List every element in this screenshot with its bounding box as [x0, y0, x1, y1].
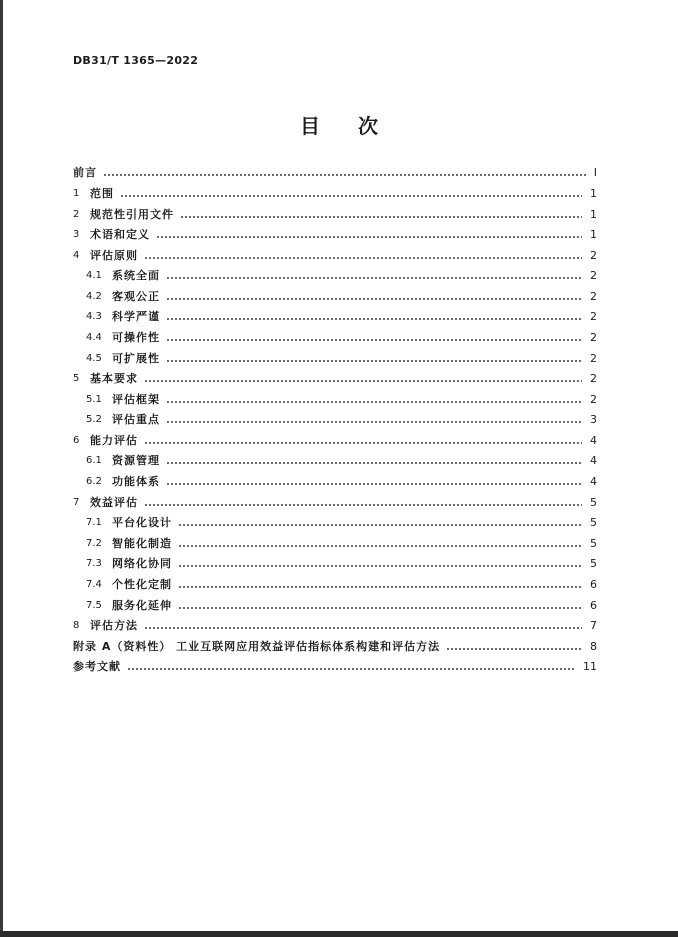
toc-entry-page: 6: [590, 599, 597, 612]
toc-entry-page: 1: [590, 208, 597, 221]
toc-entry-label: 功能体系: [112, 475, 160, 488]
toc-entry-label: 服务化延伸: [112, 599, 172, 612]
toc-entry-number: 7: [73, 497, 80, 508]
toc-entry-label: 评估重点: [112, 413, 160, 426]
toc-entry-number: 4.4: [86, 332, 102, 343]
toc-leader-dots: [166, 360, 582, 362]
toc-entry-label: 客观公正: [112, 290, 160, 303]
toc-entry-number: 4: [73, 250, 80, 261]
toc-entry-page: 7: [590, 619, 597, 632]
toc-entry-page: 1: [590, 228, 597, 241]
toc-entry-page: 11: [583, 660, 597, 673]
page-title-char-2: 次: [358, 114, 378, 138]
toc-entry-number: 5.2: [86, 414, 102, 425]
toc-entry-page: 6: [590, 578, 597, 591]
toc-entry-label: 附录 A（资料性） 工业互联网应用效益评估指标体系构建和评估方法: [73, 640, 441, 653]
toc-entry-number: 7.4: [86, 579, 102, 590]
toc-entry-appendix-a[interactable]: [73, 637, 597, 657]
toc-entry[interactable]: [73, 431, 597, 451]
toc-leader-dots: [166, 339, 582, 341]
toc-entry-number: 4.5: [86, 353, 102, 364]
toc-subentry[interactable]: [86, 596, 597, 616]
toc-subentry[interactable]: [86, 472, 597, 492]
toc-subentry[interactable]: [86, 534, 597, 554]
toc-leader-dots: [166, 483, 582, 485]
toc-leader-dots: [156, 236, 582, 238]
toc-entry-page: 4: [590, 434, 597, 447]
toc-entry-label: 评估方法: [90, 619, 138, 632]
page-title: [0, 110, 678, 139]
toc-entry-number: 5.1: [86, 394, 102, 405]
toc-entry-number: 2: [73, 209, 80, 220]
toc-entry-page: 2: [590, 393, 597, 406]
toc-entry-page: Ⅰ: [593, 166, 597, 179]
toc-entry-label: 评估框架: [112, 393, 160, 406]
toc-entry-label: 系统全面: [112, 269, 160, 282]
toc-subentry[interactable]: [86, 307, 597, 327]
toc-entry-number: 5: [73, 373, 80, 384]
toc-entry-page: 2: [590, 290, 597, 303]
toc-leader-dots: [178, 607, 582, 609]
document-code: DB31/T 1365—2022: [73, 54, 199, 67]
toc-entry-page: 3: [590, 413, 597, 426]
toc-entry-label: 评估原则: [90, 249, 138, 262]
toc-entry-number: 7.3: [86, 558, 102, 569]
toc-entry-number: 3: [73, 229, 80, 240]
toc-entry-number: 4.2: [86, 291, 102, 302]
toc-subentry[interactable]: [86, 287, 597, 307]
toc-entry-page: 8: [590, 640, 597, 653]
toc-entry-label: 平台化设计: [112, 516, 172, 529]
toc-entry-page: 2: [590, 372, 597, 385]
toc-entry-label: 可扩展性: [112, 352, 160, 365]
toc-entry-page: 2: [590, 310, 597, 323]
toc-entry-number: 7.5: [86, 600, 102, 611]
toc-leader-dots: [180, 216, 582, 218]
toc-entry-label: 基本要求: [90, 372, 138, 385]
toc-entry-label: 科学严谨: [112, 310, 160, 323]
toc-entry[interactable]: [73, 184, 597, 204]
toc-leader-dots: [144, 627, 582, 629]
toc-leader-dots: [178, 524, 582, 526]
toc-leader-dots: [127, 668, 575, 670]
toc-subentry[interactable]: [86, 266, 597, 286]
toc-entry-number: 6.1: [86, 455, 102, 466]
toc-entry-page: 2: [590, 249, 597, 262]
toc-entry-page: 5: [590, 537, 597, 550]
toc-entry-page: 4: [590, 475, 597, 488]
toc-leader-dots: [166, 298, 582, 300]
toc-entry-page: 2: [590, 352, 597, 365]
toc-entry-label: 规范性引用文件: [90, 208, 174, 221]
toc-entry-label: 前言: [73, 166, 97, 179]
toc-entry-label: 智能化制造: [112, 537, 172, 550]
toc-entry-label: 参考文献: [73, 660, 121, 673]
scan-edge-left: [0, 0, 3, 937]
toc-subentry[interactable]: [86, 328, 597, 348]
toc-entry-page: 5: [590, 516, 597, 529]
toc-leader-dots: [166, 401, 582, 403]
toc-entry-page: 5: [590, 557, 597, 570]
toc-entry[interactable]: [73, 369, 597, 389]
toc-entry-page: 1: [590, 187, 597, 200]
toc-entry-label: 资源管理: [112, 454, 160, 467]
toc-entry-page: 2: [590, 269, 597, 282]
toc-entry-number: 6: [73, 435, 80, 446]
toc-entry[interactable]: [73, 205, 597, 225]
toc-leader-dots: [120, 195, 582, 197]
toc-leader-dots: [166, 277, 582, 279]
toc-leader-dots: [178, 586, 582, 588]
toc-entry-label: 术语和定义: [90, 228, 150, 241]
toc-leader-dots: [103, 174, 586, 176]
toc-entry-number: 7.2: [86, 538, 102, 549]
toc-subentry[interactable]: [86, 410, 597, 430]
toc-entry-label: 可操作性: [112, 331, 160, 344]
toc-entry[interactable]: [73, 225, 597, 245]
toc-entry-number: 7.1: [86, 517, 102, 528]
scan-edge-bottom: [0, 931, 678, 937]
toc-leader-dots: [166, 421, 582, 423]
toc-leader-dots: [144, 504, 582, 506]
toc-entry-page: 4: [590, 454, 597, 467]
toc-leader-dots: [178, 565, 582, 567]
toc-entry-number: 1: [73, 188, 80, 199]
toc-subentry[interactable]: [86, 390, 597, 410]
toc-subentry[interactable]: [86, 513, 597, 533]
toc-entry[interactable]: [73, 246, 597, 266]
toc-entry-page: 5: [590, 496, 597, 509]
toc-entry-number: 4.1: [86, 270, 102, 281]
toc-entry-label: 能力评估: [90, 434, 138, 447]
toc-leader-dots: [144, 380, 582, 382]
toc-entry-page: 2: [590, 331, 597, 344]
toc-entry-number: 6.2: [86, 476, 102, 487]
toc-entry-number: 8: [73, 620, 80, 631]
toc-subentry[interactable]: [86, 349, 597, 369]
toc-leader-dots: [178, 545, 582, 547]
toc-subentry[interactable]: [86, 575, 597, 595]
toc-leader-dots: [446, 648, 582, 650]
toc-leader-dots: [144, 442, 582, 444]
toc-entry-label: 范围: [90, 187, 114, 200]
page-title-char-1: 目: [300, 114, 320, 138]
toc-entry-number: 4.3: [86, 311, 102, 322]
toc-entry-label: 个性化定制: [112, 578, 172, 591]
toc-entry[interactable]: [73, 493, 597, 513]
toc-leader-dots: [144, 257, 582, 259]
toc-entry-label: 网络化协同: [112, 557, 172, 570]
toc-entry[interactable]: [73, 616, 597, 636]
toc-subentry[interactable]: [86, 451, 597, 471]
toc-entry-label: 效益评估: [90, 496, 138, 509]
toc-leader-dots: [166, 462, 582, 464]
toc-entry-foreword[interactable]: [73, 163, 597, 183]
toc-leader-dots: [166, 318, 582, 320]
toc-subentry[interactable]: [86, 554, 597, 574]
toc-entry-references[interactable]: [73, 657, 597, 677]
